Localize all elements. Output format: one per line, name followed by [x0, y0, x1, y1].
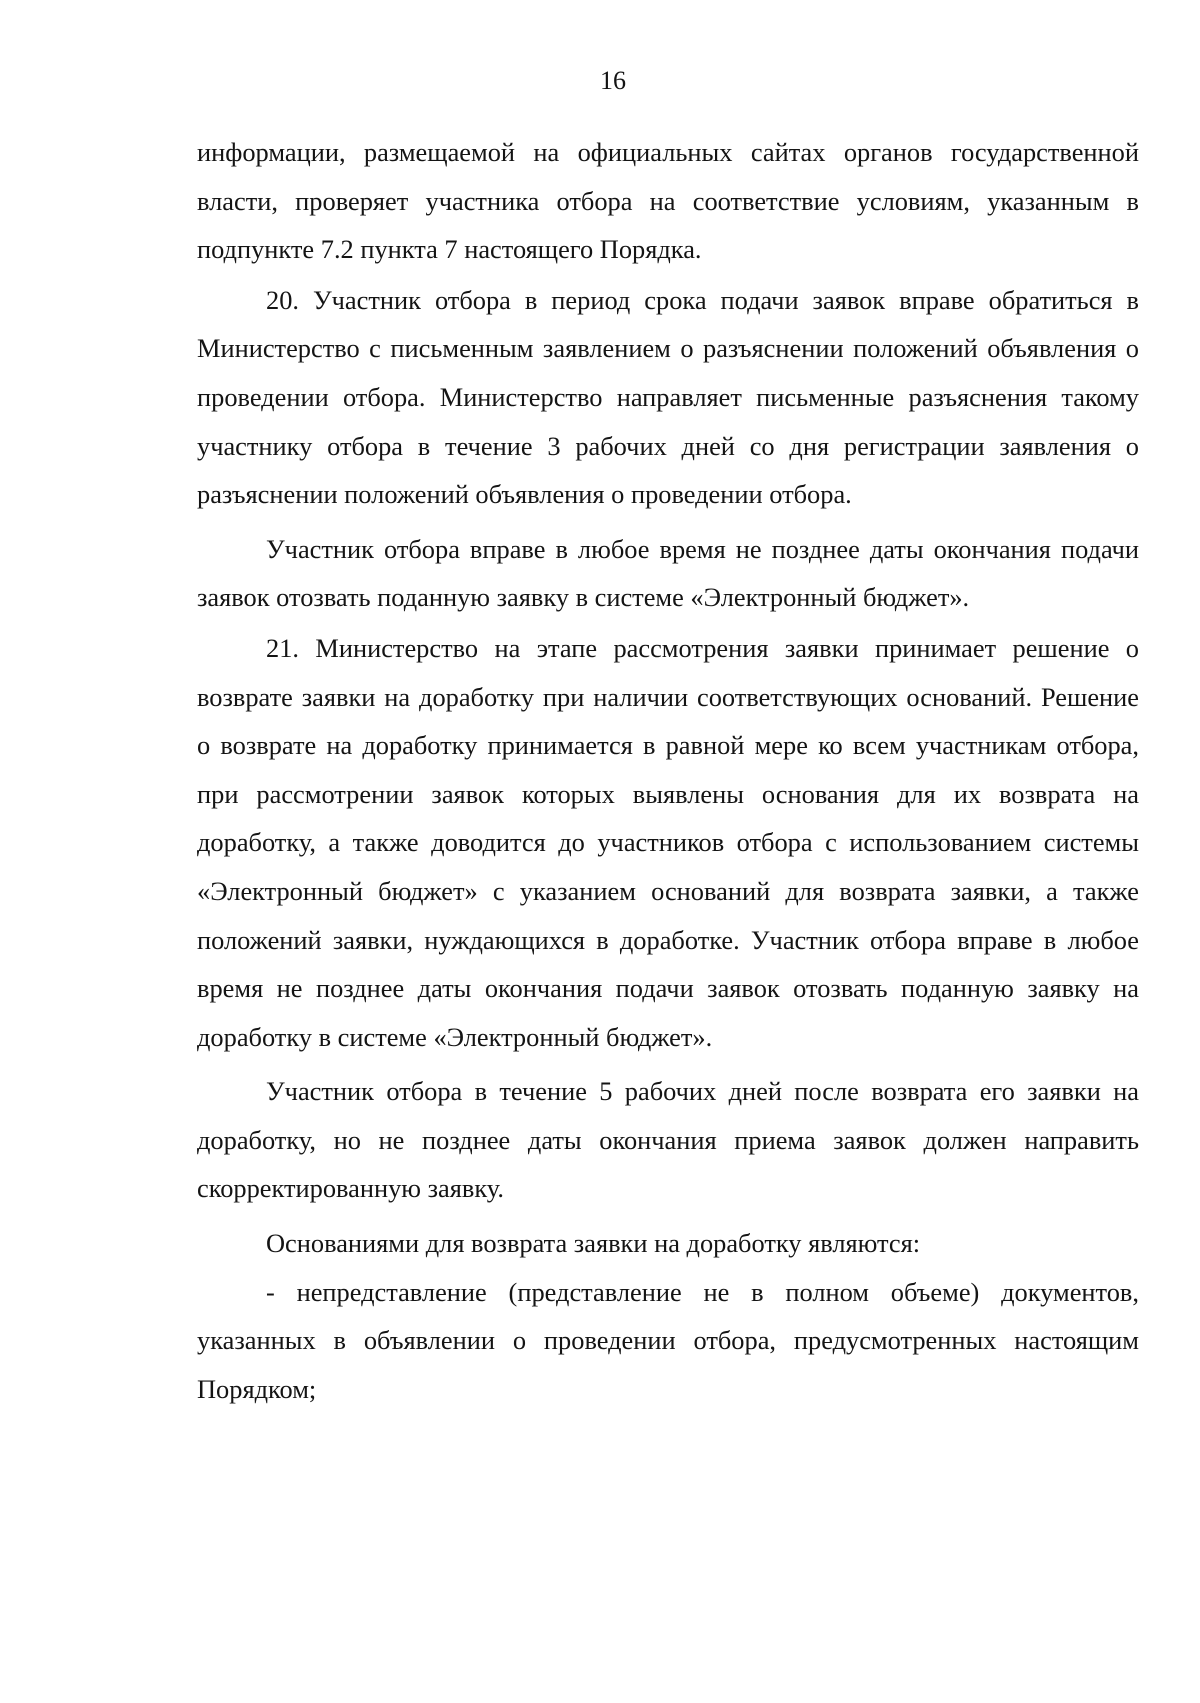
page-number: 16: [600, 66, 626, 95]
paragraph-withdrawal: Участник отбора вправе в любое время не позднее даты окончания подачи заявок отозвать поданную заявку в системе «Электронный бюджет».: [197, 533, 1139, 613]
document-body: [197, 128, 1139, 1413]
paragraph-clause-20: 20. Участник отбора в период срока подачи заявок вправе обратиться в Министерство с письменным заявлением о разъяснении положений объявления о проведении отбора. Министерство направляет письменные разъяснения такому участнику отбора в течение 3 рабочих дней со дня регистрации заявления о разъяснении положений объявления о проведении отбора.: [197, 284, 1139, 510]
paragraph-continuation: информации, размещаемой на официальных сайтах органов государственной власти, проверяет участника отбора на соответствие условиям, указанным в подпункте 7.2 пункта 7 настоящего Порядка.: [197, 137, 1139, 265]
paragraph-resubmission: Участник отбора в течение 5 рабочих дней после возврата его заявки на доработку, но не позднее даты окончания приема заявок должен направить скорректированную заявку.: [197, 1076, 1139, 1204]
paragraph-grounds-intro: Основаниями для возврата заявки на доработку являются:: [266, 1228, 921, 1259]
paragraph-clause-21: 21. Министерство на этапе рассмотрения заявки принимает решение о возврате заявки на доработку при наличии соответствующих оснований. Решение о возврате на доработку принимается в равной мере ко всем участникам отбора, при рассмотрении заявок которых выявлены основания для их возврата на доработку, а также доводится до участников отбора с использованием системы «Электронный бюджет» с указанием оснований для возврата заявки, а также положений заявки, нуждающихся в доработке. Участник отбора вправе в любое время не позднее даты окончания подачи заявок отозвать поданную заявку на доработку в системе «Электронный бюджет».: [197, 632, 1139, 1052]
paragraph-ground-item: - непредставление (представление не в полном объеме) документов, указанных в объявлении о проведении отбора, предусмотренных настоящим Порядком;: [197, 1276, 1139, 1404]
